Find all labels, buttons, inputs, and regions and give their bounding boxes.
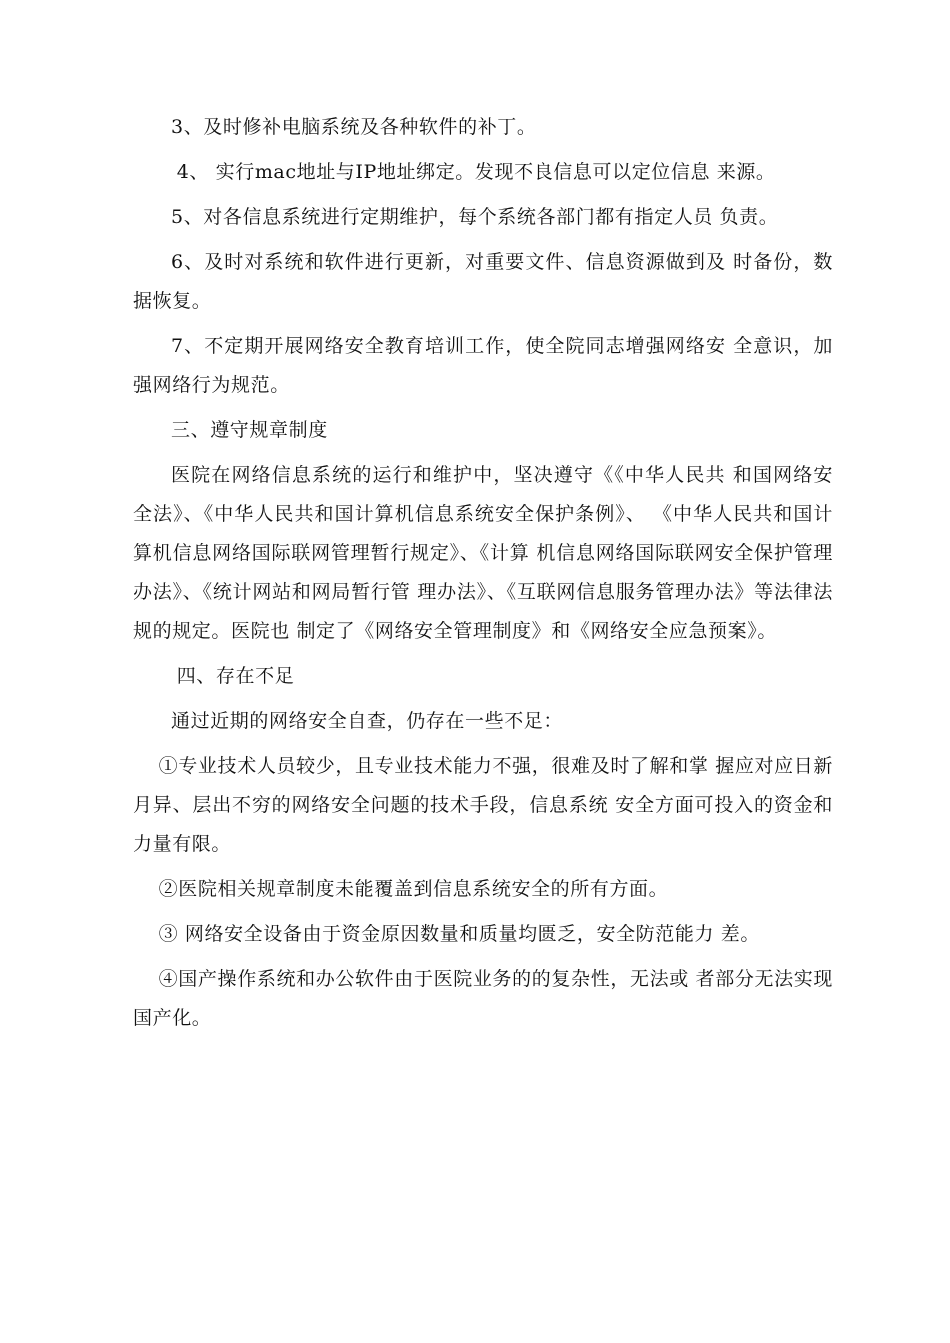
paragraph-item-3: 3、及时修补电脑系统及各种软件的补丁。	[171, 116, 537, 138]
document-body	[133, 108, 833, 1044]
shortcoming-item-1: ①专业技术人员较少，且专业技术能力不强，很难及时了解和掌 握应对应日新月异、层出不穷的网络安全问题的技术手段，信息系统 安全方面可投入的资金和力量有限。	[133, 755, 833, 855]
paragraph-item-7: 7、不定期开展网络安全教育培训工作，使全院同志增强网络安 全意识，加强网络行为规范。	[133, 335, 833, 396]
paragraph-shortcomings-intro: 通过近期的网络安全自查，仍存在一些不足：	[171, 710, 564, 732]
paragraph-rules-body: 医院在网络信息系统的运行和维护中，坚决遵守《《中华人民共 和国网络安全法》、《中华人民共和国计算机信息系统安全保护条例》、 《中华人民共和国计算机信息网络国际联网管理暂行规定》、《计算 机信息网络国际联网安全保护管理办法》、《统计网站和网局暂行管 理办法》、《互联网信息服务管理办法》等法律法规的规定。医院也 制定了《网络安全管理制度》和《网络安全应急预案》。	[133, 464, 833, 642]
shortcoming-item-4: ④国产操作系统和办公软件由于医院业务的的复杂性，无法或 者部分无法实现国产化。	[133, 968, 833, 1029]
paragraph-item-6: 6、及时对系统和软件进行更新，对重要文件、信息资源做到及 时备份，数据恢复。	[133, 251, 833, 312]
shortcoming-item-2: ②医院相关规章制度未能覆盖到信息系统安全的所有方面。	[158, 878, 669, 900]
section-heading-shortcomings: 四、存在不足	[176, 665, 295, 687]
paragraph-item-4: 4、 实行mac地址与IP地址绑定。发现不良信息可以定位信息 来源。	[176, 161, 776, 183]
shortcoming-item-3: ③ 网络安全设备由于资金原因数量和质量均匮乏，安全防范能力 差。	[158, 923, 760, 945]
section-heading-rules: 三、遵守规章制度	[171, 419, 328, 441]
paragraph-item-5: 5、对各信息系统进行定期维护，每个系统各部门都有指定人员 负责。	[171, 206, 779, 228]
